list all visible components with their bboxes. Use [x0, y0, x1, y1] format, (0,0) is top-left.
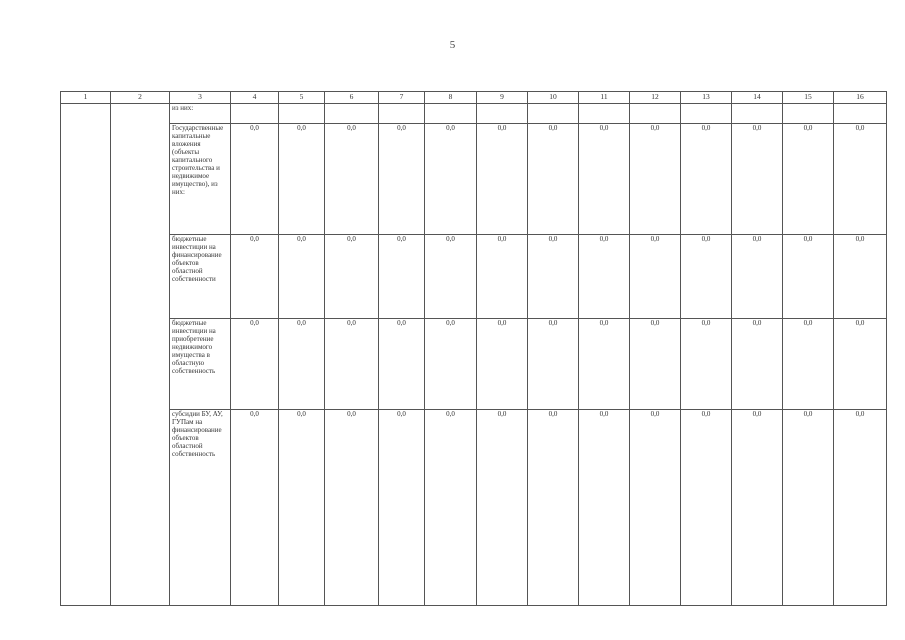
value-cell: 0,0: [783, 410, 834, 606]
value-cell: 0,0: [732, 410, 783, 606]
value-cell: 0,0: [528, 235, 579, 319]
value-cell: 0,0: [528, 124, 579, 235]
value-cell: 0,0: [325, 410, 379, 606]
value-cell: 0,0: [579, 319, 630, 410]
row-label: субсидии БУ, АУ, ГУПам на финансирование объектов областной собственность: [170, 410, 231, 606]
column-1-cell: [61, 104, 111, 606]
value-cell: 0,0: [630, 235, 681, 319]
value-cell: 0,0: [630, 124, 681, 235]
table-row: [61, 319, 887, 410]
column-header: 1: [61, 92, 111, 104]
value-cell: 0,0: [681, 124, 732, 235]
value-cell: 0,0: [783, 319, 834, 410]
value-cell: 0,0: [379, 319, 425, 410]
column-header: 15: [783, 92, 834, 104]
value-cell: 0,0: [579, 235, 630, 319]
value-cell: 0,0: [732, 124, 783, 235]
sub-header-row: [61, 104, 887, 124]
column-header: 5: [279, 92, 325, 104]
value-cell: 0,0: [477, 235, 528, 319]
column-header: 6: [325, 92, 379, 104]
value-cell: 0,0: [477, 124, 528, 235]
value-cell: 0,0: [681, 235, 732, 319]
value-cell: 0,0: [783, 235, 834, 319]
value-cell: 0,0: [279, 319, 325, 410]
value-cell: 0,0: [834, 124, 887, 235]
column-header: 7: [379, 92, 425, 104]
value-cell: 0,0: [231, 235, 279, 319]
row-label: бюджетные инвестиции на приобретение недвижимого имущества в областную собственность: [170, 319, 231, 410]
value-cell: 0,0: [579, 124, 630, 235]
value-cell: 0,0: [231, 319, 279, 410]
value-cell: 0,0: [425, 410, 477, 606]
value-cell: 0,0: [834, 235, 887, 319]
value-cell: 0,0: [325, 235, 379, 319]
value-cell: 0,0: [834, 319, 887, 410]
value-cell: 0,0: [630, 319, 681, 410]
value-cell: 0,0: [379, 410, 425, 606]
column-header: 3: [170, 92, 231, 104]
table-row: [61, 410, 887, 606]
value-cell: 0,0: [681, 410, 732, 606]
value-cell: 0,0: [325, 124, 379, 235]
value-cell: 0,0: [425, 235, 477, 319]
sub-header-label: из них:: [170, 104, 231, 124]
table-row: [61, 235, 887, 319]
value-cell: 0,0: [279, 124, 325, 235]
value-cell: 0,0: [732, 235, 783, 319]
value-cell: 0,0: [379, 124, 425, 235]
value-cell: 0,0: [325, 319, 379, 410]
budget-table: [60, 91, 887, 606]
value-cell: 0,0: [477, 319, 528, 410]
row-label: Государственные капитальные вложения (объекты капитального строительства и недвижимое имущество), из них:: [170, 124, 231, 235]
column-header: 13: [681, 92, 732, 104]
column-header: 16: [834, 92, 887, 104]
value-cell: 0,0: [279, 410, 325, 606]
value-cell: 0,0: [630, 410, 681, 606]
value-cell: 0,0: [528, 319, 579, 410]
value-cell: 0,0: [834, 410, 887, 606]
column-header: 4: [231, 92, 279, 104]
column-2-cell: [111, 104, 170, 606]
page-number: 5: [449, 39, 456, 51]
value-cell: 0,0: [379, 235, 425, 319]
column-header: 14: [732, 92, 783, 104]
value-cell: 0,0: [528, 410, 579, 606]
value-cell: 0,0: [477, 410, 528, 606]
value-cell: 0,0: [425, 124, 477, 235]
header-row: [61, 92, 887, 104]
value-cell: 0,0: [783, 124, 834, 235]
value-cell: 0,0: [579, 410, 630, 606]
column-header: 8: [425, 92, 477, 104]
column-header: 2: [111, 92, 170, 104]
row-label: бюджетные инвестиции на финансирование объектов областной собственности: [170, 235, 231, 319]
value-cell: 0,0: [732, 319, 783, 410]
column-header: 11: [579, 92, 630, 104]
value-cell: 0,0: [681, 319, 732, 410]
column-header: 10: [528, 92, 579, 104]
value-cell: 0,0: [231, 410, 279, 606]
table-row: [61, 124, 887, 235]
column-header: 12: [630, 92, 681, 104]
value-cell: 0,0: [279, 235, 325, 319]
column-header: 9: [477, 92, 528, 104]
value-cell: 0,0: [231, 124, 279, 235]
value-cell: 0,0: [425, 319, 477, 410]
